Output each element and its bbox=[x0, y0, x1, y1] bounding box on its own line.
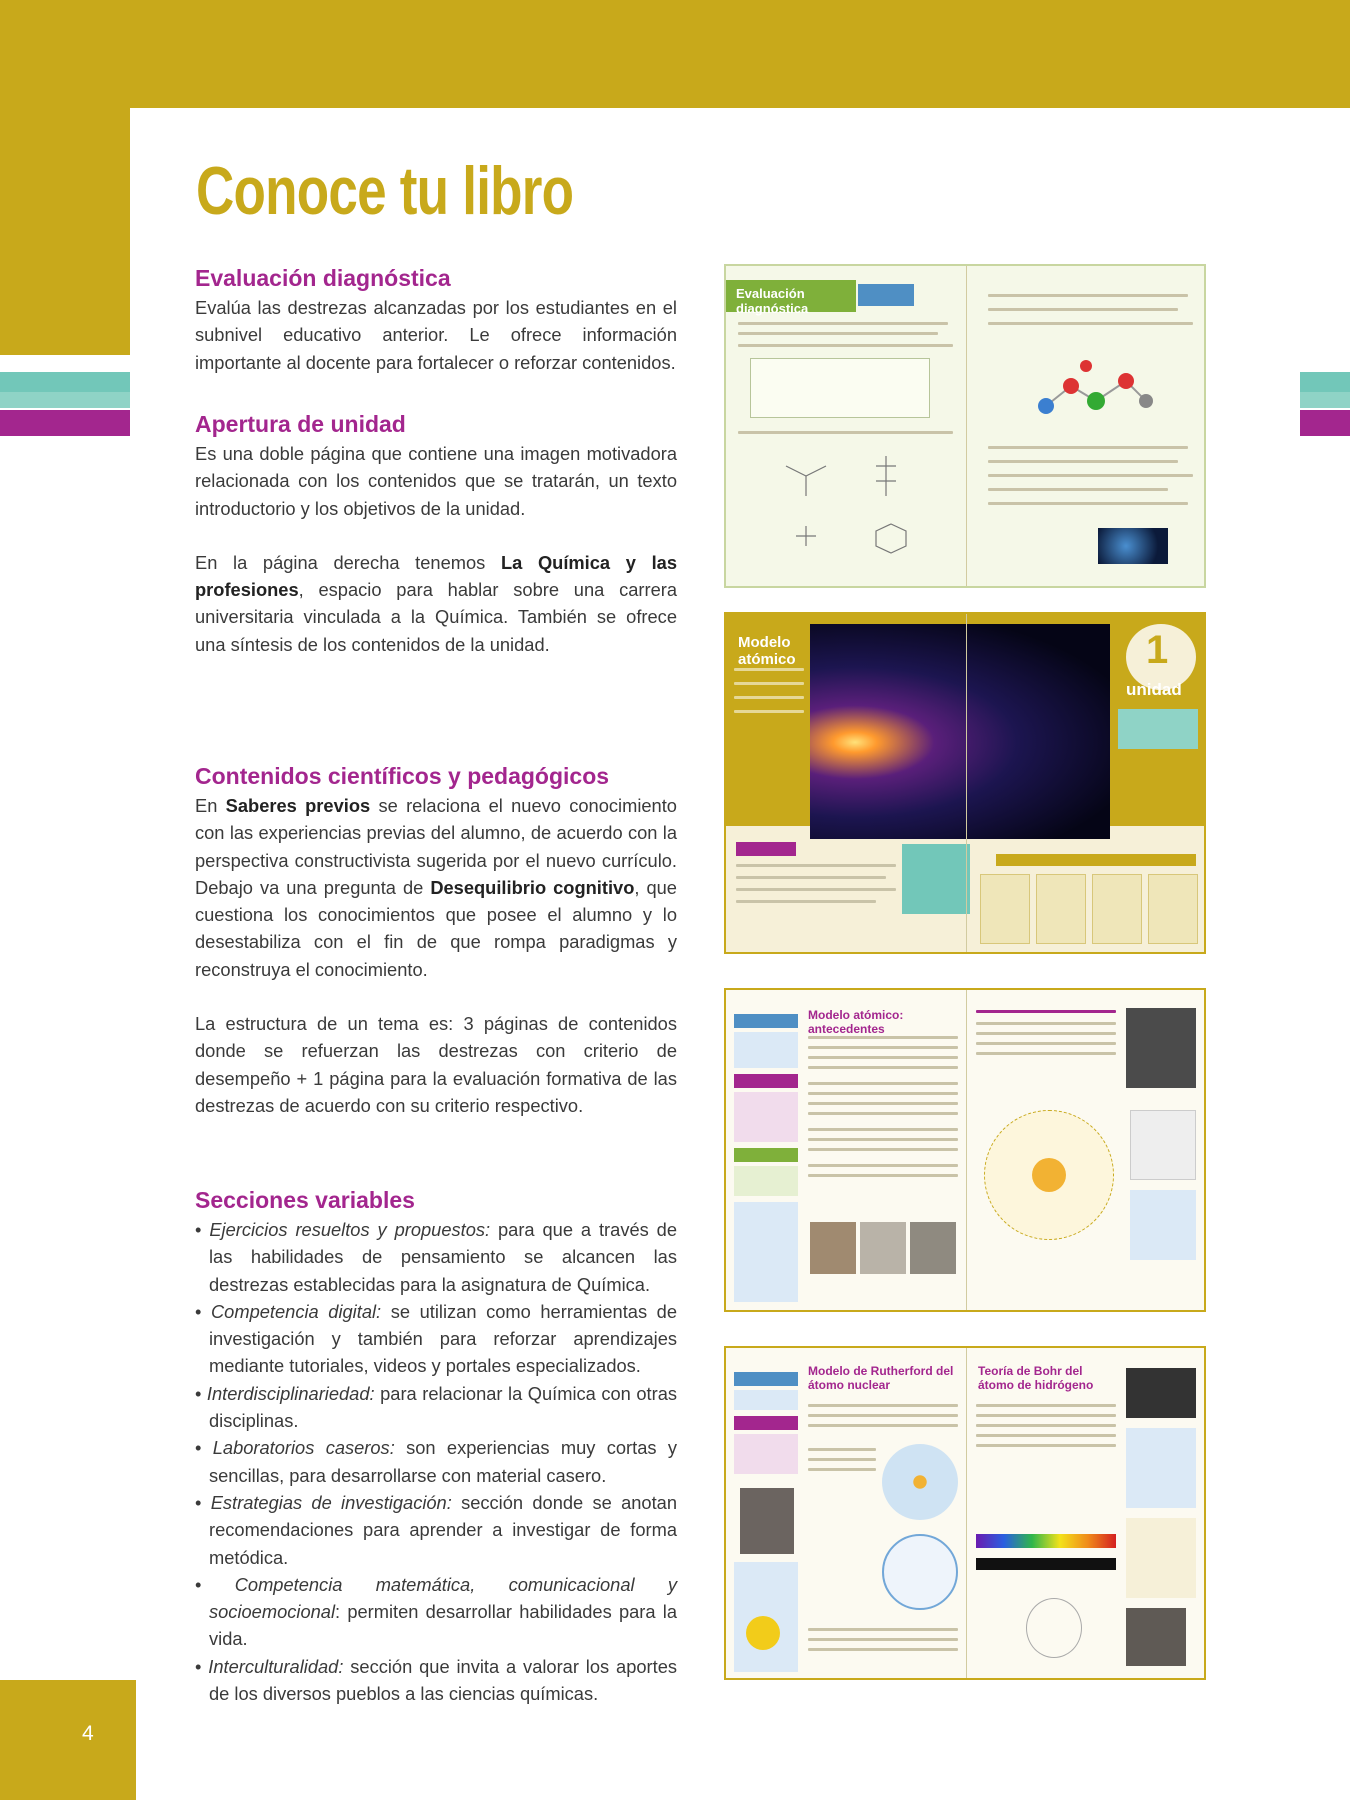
text-line bbox=[808, 1628, 958, 1631]
text-line bbox=[808, 1638, 958, 1641]
philosopher-portrait bbox=[860, 1222, 906, 1274]
text-line bbox=[808, 1414, 958, 1417]
text-line bbox=[808, 1128, 958, 1131]
item-text: : permiten desarrollar habilidades para la vida. bbox=[209, 1601, 677, 1650]
text-line bbox=[976, 1010, 1116, 1013]
item-label: Laboratorios caseros: bbox=[212, 1437, 395, 1459]
text-line bbox=[988, 446, 1188, 449]
item-text: se utilizan como herramientas de investigación y también para reforzar aprendizajes mediante tutoriales, videos y portales especializados. bbox=[209, 1300, 677, 1377]
video-box bbox=[1126, 1368, 1196, 1418]
bottom-gold-block bbox=[0, 1680, 136, 1800]
thumb-tag bbox=[858, 284, 914, 306]
contenidos-text-1 bbox=[195, 792, 677, 983]
apertura-profesiones-bold: La Química y las profesiones bbox=[195, 551, 677, 601]
text-line bbox=[976, 1032, 1116, 1035]
text-line bbox=[988, 460, 1178, 463]
text-line bbox=[976, 1022, 1116, 1025]
evaluacion-heading: Evaluación diagnóstica bbox=[195, 265, 451, 291]
philosopher-portrait bbox=[810, 1222, 856, 1274]
section-contenidos bbox=[195, 763, 677, 1119]
list-item: • Estrategias de investigación: sección donde se anotan recomendaciones para aprender a investigar de forma metódica. bbox=[195, 1491, 677, 1568]
text-line bbox=[808, 1424, 958, 1427]
contenidos-text-2: La estructura de un tema es: 3 páginas de contenidos donde se refuerzan las destrezas con criterio de desempeño + 1 página para la evaluación formativa de las destrezas de acuerdo con su criterio respectivo. bbox=[195, 1013, 677, 1116]
summary-header bbox=[996, 854, 1196, 866]
item-text: sección donde se anotan recomendaciones para aprender a investigar de forma metódica. bbox=[209, 1491, 677, 1568]
text-line bbox=[976, 1404, 1116, 1407]
rutherford-portrait bbox=[740, 1488, 794, 1554]
text-line bbox=[808, 1138, 958, 1141]
right-teal-stripe-light bbox=[1300, 392, 1350, 408]
orbit-diagram bbox=[882, 1534, 958, 1610]
left-teal-stripe-light bbox=[0, 392, 130, 408]
apertura-text-2-pre: En la página derecha tenemos bbox=[195, 551, 501, 573]
item-label: Ejercicios resueltos y propuestos: bbox=[209, 1219, 491, 1240]
text-line bbox=[988, 308, 1178, 311]
saberes-tag bbox=[734, 1372, 798, 1386]
contenidos-heading: Contenidos científicos y pedagógicos bbox=[195, 763, 610, 789]
page-number: 4 bbox=[82, 1722, 94, 1745]
desequilibrio-tag bbox=[734, 1074, 798, 1088]
earth-image bbox=[1098, 528, 1168, 564]
apertura-text-2-post: , espacio para hablar sobre una carrera universitaria vinculada a la Química. También se ofrece una síntesis de los contenidos de la unidad. bbox=[195, 579, 677, 655]
saberes-tag bbox=[734, 1014, 798, 1028]
radiation-icon bbox=[746, 1616, 780, 1650]
text-line bbox=[988, 322, 1193, 325]
text-line bbox=[734, 696, 804, 699]
text-line bbox=[808, 1164, 958, 1167]
list-item: • Laboratorios caseros: son experiencias muy cortas y sencillas, para desarrollarse con material casero. bbox=[195, 1437, 677, 1486]
desequilibrio-box bbox=[734, 1434, 798, 1474]
text-line bbox=[736, 888, 896, 891]
right-magenta-stripe bbox=[1300, 410, 1350, 436]
gutter bbox=[966, 266, 967, 586]
molecule-model-image bbox=[1016, 346, 1166, 436]
text-line bbox=[808, 1174, 958, 1177]
text-line bbox=[976, 1042, 1116, 1045]
digital-box bbox=[1130, 1190, 1196, 1260]
list-item: • Competencia matemática, comunicacional y socioemocional: permiten desarrollar habilidades para la vida. bbox=[195, 1573, 677, 1650]
thumbnail-evaluacion bbox=[724, 264, 1206, 588]
summary-column bbox=[1092, 874, 1142, 944]
text-line bbox=[808, 1112, 958, 1115]
thumb-table bbox=[750, 358, 930, 418]
dalton-portrait bbox=[1126, 1008, 1196, 1088]
text-line bbox=[808, 1648, 958, 1651]
green-box bbox=[734, 1166, 798, 1196]
thumb-header: Evaluación diagnóstica bbox=[726, 280, 856, 312]
profesiones-tag bbox=[736, 842, 796, 856]
text-line bbox=[734, 710, 804, 713]
apertura-heading: Apertura de unidad bbox=[195, 411, 406, 437]
evaluacion-text: Evalúa las destrezas alcanzadas por los estudiantes en el subnivel educativo anterior. Le ofrece información importante al docente para fortalecer o reforzar contenidos. bbox=[195, 297, 677, 373]
text-line bbox=[976, 1052, 1116, 1055]
item-label: Competencia digital: bbox=[210, 1300, 382, 1322]
item-label: Competencia matemática, comunicacional y socioemocional bbox=[209, 1573, 677, 1623]
thumbnail-apertura bbox=[724, 612, 1206, 954]
line-spectrum bbox=[976, 1558, 1116, 1570]
thumbnail-secciones bbox=[724, 1346, 1206, 1680]
text-line bbox=[988, 502, 1188, 505]
list-item: • Interculturalidad: sección que invita a valorar los aportes de los diversos pueblos a las ciencias químicas. bbox=[195, 1655, 677, 1705]
text-line bbox=[808, 1092, 958, 1095]
text-line bbox=[738, 344, 953, 347]
item-label: Interculturalidad: bbox=[208, 1655, 344, 1677]
desequilibrio-tag bbox=[734, 1416, 798, 1430]
text-line bbox=[808, 1056, 958, 1059]
list-item: • Interdisciplinariedad: para relacionar la Química con otras disciplinas. bbox=[195, 1382, 677, 1432]
summary-column bbox=[1148, 874, 1198, 944]
universe-image bbox=[810, 624, 1110, 839]
text-line bbox=[808, 1066, 958, 1069]
text-line bbox=[976, 1414, 1116, 1417]
text-line bbox=[988, 294, 1188, 297]
text-line bbox=[738, 431, 953, 434]
gutter bbox=[966, 1348, 967, 1678]
objectives-box bbox=[1118, 709, 1198, 749]
green-tag bbox=[734, 1148, 798, 1162]
text-line bbox=[808, 1046, 958, 1049]
concept-center bbox=[1032, 1158, 1066, 1192]
secciones-heading: Secciones variables bbox=[195, 1187, 415, 1213]
item-text: para que a través de las habilidades de pensamiento se alcancen las destrezas establecidas para la asignatura de Química. bbox=[209, 1219, 678, 1295]
right-teal-stripe bbox=[1300, 372, 1350, 392]
thumbnail-contenidos bbox=[724, 988, 1206, 1312]
text-line bbox=[738, 332, 938, 335]
top-gold-band bbox=[0, 0, 1350, 108]
list-item: • Ejercicios resueltos y propuestos: para que a través de las habilidades de pensamiento se alcancen las destrezas establecidas para la asignatura de Química. bbox=[195, 1219, 678, 1295]
section-apertura bbox=[195, 411, 677, 658]
gutter bbox=[966, 990, 967, 1310]
apertura-text-2 bbox=[195, 549, 677, 658]
summary-column bbox=[1036, 874, 1086, 944]
contenidos-p1-e: , que cuestiona los conocimientos que posee el alumno y lo desestabiliza con el fin de que rompa paradigmas y reconstruya el conocimiento. bbox=[195, 876, 677, 980]
summary-column bbox=[980, 874, 1030, 944]
desequilibrio-cognitivo-bold: Desequilibrio cognitivo bbox=[430, 876, 635, 898]
text-line bbox=[734, 682, 804, 685]
item-text: para relacionar la Química con otras disciplinas. bbox=[209, 1382, 677, 1432]
item-text: sección que invita a valorar los aportes de los diversos pueblos a las ciencias químicas. bbox=[209, 1655, 677, 1705]
text-line bbox=[738, 322, 948, 325]
section-evaluacion bbox=[195, 265, 677, 376]
unit-number: 1 bbox=[1146, 628, 1169, 672]
bohr-portrait bbox=[1126, 1608, 1186, 1666]
thumb-header: Modelo atómico: antecedentes bbox=[808, 1008, 904, 1036]
text-line bbox=[988, 474, 1193, 477]
philosopher-portrait bbox=[910, 1222, 956, 1274]
gutter bbox=[966, 614, 967, 952]
text-line bbox=[808, 1468, 876, 1471]
text-line bbox=[808, 1082, 958, 1085]
text-line bbox=[976, 1434, 1116, 1437]
secciones-list bbox=[195, 1216, 677, 1707]
spectrum-image bbox=[976, 1534, 1116, 1548]
saberes-box bbox=[734, 1032, 798, 1068]
text-line bbox=[736, 864, 896, 867]
bohr-diagram bbox=[1026, 1598, 1082, 1658]
text-line bbox=[734, 668, 804, 671]
text-line bbox=[736, 876, 886, 879]
text-line bbox=[808, 1448, 876, 1451]
left-gold-band bbox=[0, 0, 130, 355]
desequilibrio-box bbox=[734, 1092, 798, 1142]
thumb-header-right: Teoría de Bohr del átomo de hidrógeno bbox=[978, 1364, 1094, 1392]
text-line bbox=[736, 900, 876, 903]
saberes-previos-bold: Saberes previos bbox=[225, 795, 371, 816]
list-item: • Competencia digital: se utilizan como herramientas de investigación y también para reforzar aprendizajes mediante tutoriales, videos y portales especializados. bbox=[195, 1300, 677, 1377]
item-text: son experiencias muy cortas y sencillas, para desarrollarse con material casero. bbox=[209, 1437, 677, 1486]
item-label: Interdisciplinariedad: bbox=[206, 1382, 375, 1404]
unit-label: unidad bbox=[1126, 680, 1182, 699]
contenidos-p1-c: se relaciona el nuevo conocimiento con las experiencias previas del alumno, de acuerdo con la perspectiva constructivista sugerida por el nuevo currículo. Debajo va una pregunta de bbox=[195, 795, 677, 898]
contenidos-p1-a: En bbox=[195, 795, 226, 816]
apertura-text-1: Es una doble página que contiene una imagen motivadora relacionada con los contenidos que se tratarán, un texto introductorio y los objetivos de la unidad. bbox=[195, 443, 677, 519]
molecule-diagrams bbox=[766, 446, 946, 566]
text-line bbox=[976, 1444, 1116, 1447]
section-secciones bbox=[195, 1187, 677, 1707]
interdisciplinary-box bbox=[1126, 1518, 1196, 1598]
left-teal-stripe bbox=[0, 372, 130, 392]
competencia-box bbox=[734, 1202, 798, 1302]
profesiones-box bbox=[902, 844, 970, 914]
text-line bbox=[808, 1102, 958, 1105]
digital-box bbox=[1126, 1428, 1196, 1508]
text-line bbox=[808, 1148, 958, 1151]
text-line bbox=[988, 488, 1168, 491]
nucleus-diagram bbox=[882, 1444, 958, 1520]
saberes-box bbox=[734, 1390, 798, 1410]
left-magenta-stripe bbox=[0, 410, 130, 436]
item-label: Estrategias de investigación: bbox=[210, 1491, 452, 1513]
atom-diagram bbox=[1130, 1110, 1196, 1180]
text-line bbox=[976, 1424, 1116, 1427]
thumb-header: Modelo atómico bbox=[738, 634, 796, 668]
text-line bbox=[808, 1458, 876, 1461]
text-line bbox=[808, 1404, 958, 1407]
thumb-header-left: Modelo de Rutherford del átomo nuclear bbox=[808, 1364, 954, 1392]
text-line bbox=[808, 1036, 958, 1039]
page-title: Conoce tu libro bbox=[196, 153, 574, 229]
